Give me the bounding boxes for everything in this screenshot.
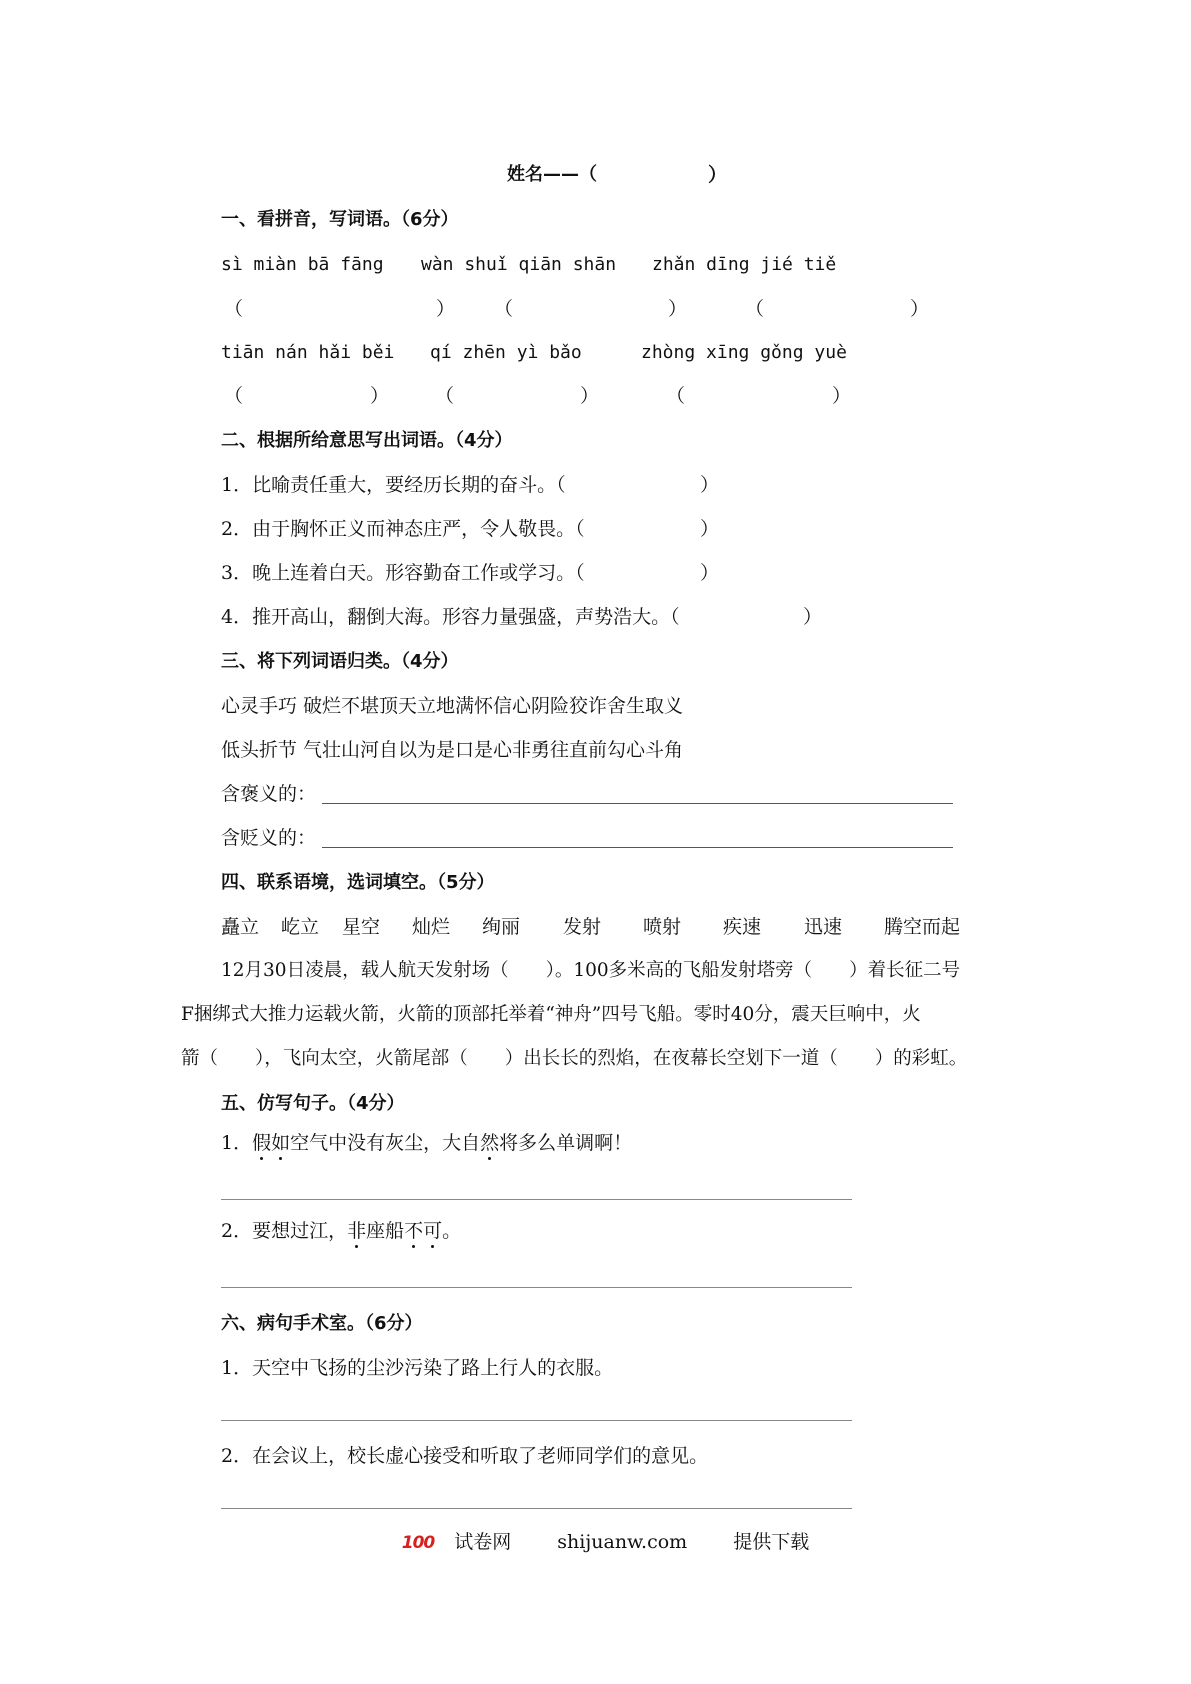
word-bank-9: 迅速 — [804, 916, 843, 938]
blank-open: （ — [224, 385, 244, 407]
section5-heading: 五、仿写句子。（4分） — [221, 1093, 405, 1114]
blank-open: （ — [745, 298, 765, 320]
pinyin-4: tiān nán hǎi běi — [221, 342, 395, 363]
blank-open: （ — [435, 385, 455, 407]
blank-close: ） — [700, 474, 720, 496]
item-number: 2． — [221, 1220, 253, 1242]
blank-close: ） — [580, 385, 600, 407]
emphasis-char: 假 — [252, 1132, 272, 1154]
section4-heading: 四、联系语境，选词填空。（5分） — [221, 872, 495, 893]
section1-heading: 一、看拼音，写词语。（6分） — [221, 209, 459, 230]
emphasis-char: 非 — [347, 1220, 367, 1242]
pinyin-3: zhǎn dīng jié tiě — [652, 254, 837, 275]
blank-open: （ — [666, 385, 686, 407]
pinyin-1: sì miàn bā fāng — [221, 254, 384, 275]
emphasis-char: 然 — [480, 1132, 500, 1154]
sentence-text: 要想过江， — [252, 1220, 348, 1242]
sentence-text: 空气中没有灰尘，大自 — [290, 1132, 481, 1154]
word-bank-4: 灿烂 — [412, 916, 451, 938]
definition-item-1: 1．比喻责任重大，要经历长期的奋斗。（ — [221, 474, 566, 496]
faulty-sentence-1: 1．天空中飞扬的尘沙污染了路上行人的衣服。 — [221, 1357, 614, 1379]
emphasis-char: 可 — [423, 1220, 443, 1242]
definition-item-4: 4．推开高山，翻倒大海。形容力量强盛，声势浩大。（ — [221, 606, 680, 628]
name-field-label — [507, 162, 597, 188]
blank-close: ） — [700, 562, 720, 584]
negative-answer-line[interactable] — [322, 847, 953, 848]
imitation-sentence-2 — [221, 1218, 461, 1244]
section3-heading: 三、将下列词语归类。（4分） — [221, 651, 459, 672]
footer-suffix: 提供下载 — [733, 1531, 810, 1553]
sentence-text: 。 — [442, 1220, 462, 1242]
word-bank-10: 腾空而起 — [884, 916, 961, 938]
sentence-text: 将多么单调啊！ — [499, 1132, 633, 1154]
logo-100-icon: 100 — [401, 1533, 435, 1553]
word-list-line-1: 心灵手巧 破烂不堪顶天立地满怀信心阴险狡诈舍生取义 — [221, 695, 684, 717]
site-domain-link[interactable]: shijuanw.com — [557, 1531, 688, 1553]
definition-item-3: 3．晚上连着白天。形容勤奋工作或学习。（ — [221, 562, 585, 584]
passage-line-2: F捆绑式大推力运载火箭，火箭的顶部托举着“神舟”四号飞船。零时40分，震天巨响中，火 — [181, 1004, 921, 1025]
imitation-answer-line-1[interactable] — [221, 1199, 852, 1200]
pinyin-2: wàn shuǐ qiān shān — [421, 254, 617, 275]
section2-heading: 二、根据所给意思写出词语。（4分） — [221, 430, 513, 451]
blank-close: ） — [910, 298, 930, 320]
name-close-paren: ） — [708, 164, 728, 186]
word-bank-2: 屹立 — [281, 916, 320, 938]
name-label: 姓名——（ — [507, 164, 597, 185]
pinyin-5: qí zhēn yì bǎo — [430, 342, 582, 363]
site-name: 试卷网 — [454, 1531, 512, 1553]
site-brand — [382, 1531, 512, 1553]
emphasis-char: 不 — [404, 1220, 424, 1242]
word-bank-1: 矗立 — [221, 916, 260, 938]
passage-line-1: 12月30日凌晨，载人航天发射场（ ）。100多米高的飞船发射塔旁（ ）着长征二号 — [221, 960, 961, 981]
emphasis-char: 如 — [271, 1132, 291, 1154]
imitation-answer-line-2[interactable] — [221, 1287, 852, 1288]
blank-close: ） — [370, 385, 390, 407]
pinyin-6: zhòng xīng gǒng yuè — [641, 342, 847, 363]
positive-words-label: 含褒义的： — [221, 783, 317, 805]
section6-heading: 六、病句手术室。（6分） — [221, 1313, 423, 1334]
positive-answer-line[interactable] — [322, 803, 953, 804]
item-number: 1． — [221, 1132, 253, 1154]
blank-close: ） — [436, 298, 456, 320]
word-bank-3: 星空 — [342, 916, 381, 938]
blank-open: （ — [494, 298, 514, 320]
correction-line-2[interactable] — [221, 1508, 852, 1509]
footer — [0, 1527, 1191, 1554]
blank-open: （ — [224, 298, 244, 320]
blank-close: ） — [700, 518, 720, 540]
word-list-line-2: 低头折节 气壮山河自以为是口是心非勇往直前勾心斗角 — [221, 739, 684, 761]
correction-line-1[interactable] — [221, 1420, 852, 1421]
faulty-sentence-2: 2．在会议上，校长虚心接受和听取了老师同学们的意见。 — [221, 1445, 709, 1467]
sentence-text: 座船 — [366, 1220, 405, 1242]
blank-close: ） — [668, 298, 688, 320]
passage-line-3: 箭（ ），飞向太空，火箭尾部（ ）出长长的烈焰，在夜幕长空划下一道（ ）的彩虹。 — [181, 1048, 968, 1069]
word-bank-5: 绚丽 — [482, 916, 521, 938]
word-bank-8: 疾速 — [723, 916, 762, 938]
word-bank-7: 喷射 — [643, 916, 682, 938]
blank-close: ） — [832, 385, 852, 407]
word-bank-6: 发射 — [563, 916, 602, 938]
definition-item-2: 2．由于胸怀正义而神态庄严，令人敬畏。（ — [221, 518, 585, 540]
blank-close: ） — [803, 606, 823, 628]
imitation-sentence-1 — [221, 1130, 632, 1156]
negative-words-label: 含贬义的： — [221, 827, 317, 849]
